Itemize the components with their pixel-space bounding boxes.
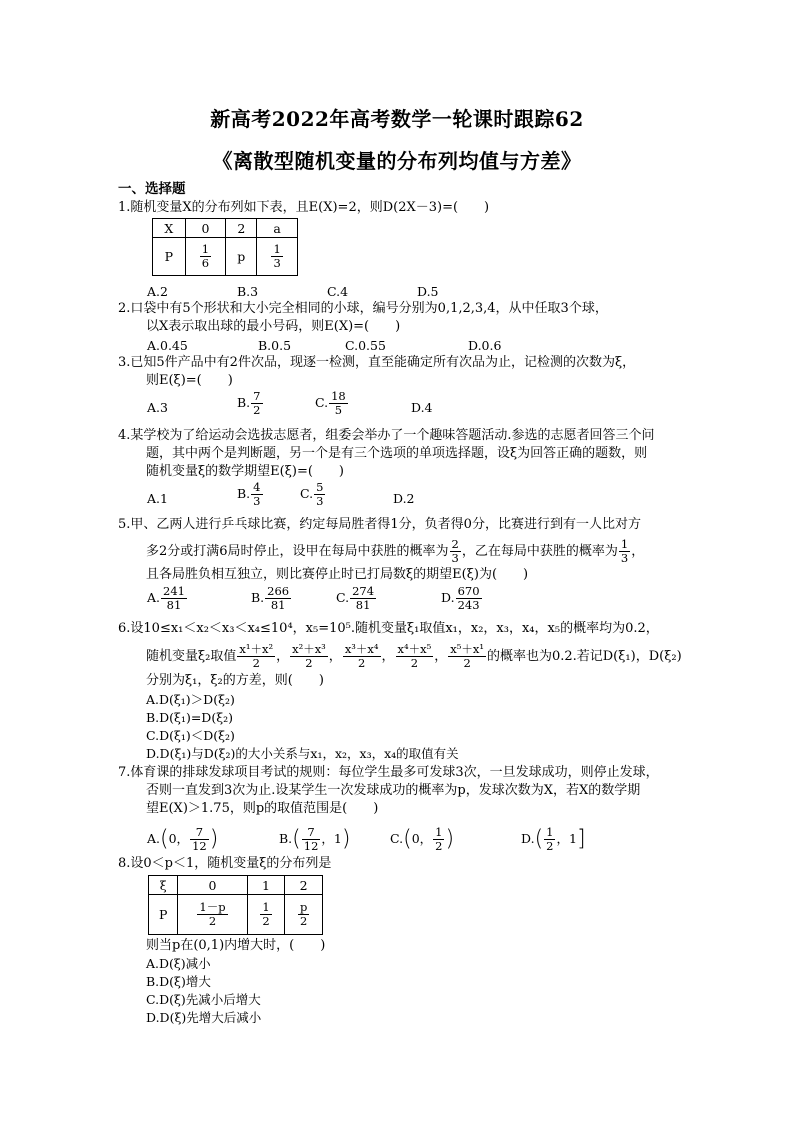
- q6-option-c: C.D(ξ₁)＜D(ξ₂): [146, 728, 235, 743]
- q1-option-c: C.4: [327, 284, 349, 299]
- fraction: $\frac{1}{2}$: [262, 900, 270, 928]
- table-cell: P: [149, 895, 178, 935]
- fraction: $\frac{\text{x³＋x⁴}}{2}$: [344, 642, 379, 670]
- q5-stem-line1: 5.甲、乙两人进行乒乓球比赛，约定每局胜者得1分，负者得0分，比赛进行到有一人比对方: [118, 517, 641, 532]
- q7-option-c: C.(0， $\frac{1}{2}$ ): [390, 825, 455, 853]
- q6-stem-line1: 6.设10≤x₁＜x₂＜x₃＜x₄≤10⁴，x₅=10⁵.随机变量ξ₁取值x₁，x₂，x₃，x₄，x₅的概率均为0.2，: [118, 621, 659, 636]
- q2-stem-line2: 以X表示取出球的最小号码，则E(X)=( ): [146, 319, 401, 334]
- q2-option-d: D.0.6: [468, 338, 502, 353]
- table-cell: [285, 895, 323, 935]
- section-heading: 一、选择题: [118, 181, 186, 197]
- q4-stem-line2: 题，其中两个是判断题，另一个是有三个选项的单项选择题，设ξ为回答正确的题数，则: [146, 446, 648, 461]
- page-subtitle: 《离散型随机变量的分布列均值与方差》: [212, 149, 582, 173]
- table-cell: P: [153, 238, 186, 276]
- table-cell: 1: [247, 876, 285, 895]
- q2-option-c: C.0.55: [345, 338, 386, 353]
- fraction: $\frac{1}{6}$: [201, 242, 210, 270]
- q3-option-d: D.4: [411, 400, 433, 415]
- q1-stem: 1.随机变量X的分布列如下表，且E(X)=2，则D(2X－3)=( ): [118, 200, 490, 215]
- fraction: $\frac{1}{3}$: [620, 537, 629, 565]
- fraction: $\frac{1}{2}$: [546, 825, 554, 853]
- q3-stem-line2: 则E(ξ)=( ): [146, 373, 233, 388]
- q7-stem-line1: 7.体育课的排球发球项目考试的规则：每位学生最多可发球3次，一旦发球成功，则停止发球，: [118, 765, 659, 780]
- table-cell: p: [226, 238, 257, 276]
- fraction: $\frac{241}{81}$: [163, 584, 185, 612]
- q6-stem-line2: 随机变量ξ₂取值 $\frac{\text{x¹＋x²}}{2}$ ， $\frac{\text{x²＋x³}}{2}$ ， $\frac{\text{x³＋x⁴}}{2}$ ， $\frac{\text{x⁴＋x⁵}}{2}$ ， $\frac{\text{x⁵＋x¹}}{2}$ 的概率也为0.2.若记D(ξ₁)，D(ξ₂): [146, 642, 682, 670]
- q7-stem-line3: 望E(X)＞1.75，则p的取值范围是( ): [146, 801, 379, 816]
- fraction: $\frac{7}{12}$: [303, 825, 319, 853]
- q5-stem-line3: 且各局胜负相互独立，则比赛停止时已打局数ξ的期望E(ξ)为( ): [146, 567, 529, 582]
- q7-option-b: B.( $\frac{7}{12}$ ，1): [279, 825, 351, 853]
- q4-option-a: A.1: [147, 491, 168, 506]
- q5-stem-line2: 多2分或打满6局时停止，设甲在每局中获胜的概率为 $\frac{2}{3}$ ，乙在每局中获胜的概率为 $\frac{1}{3}$ ，: [146, 537, 645, 565]
- fraction: $\frac{\text{x⁵＋x¹}}{2}$: [450, 642, 484, 670]
- fraction: $\frac{4}{3}$: [253, 480, 261, 508]
- table-cell: X: [153, 219, 186, 238]
- q8-stem: 8.设0＜p＜1，随机变量ξ的分布列是: [118, 856, 332, 871]
- fraction: $\frac{274}{81}$: [352, 584, 375, 612]
- q4-stem-line1: 4.某学校为了给运动会选拔志愿者，组委会举办了一个趣味答题活动.参选的志愿者回答三个问: [118, 428, 655, 443]
- q8-option-b: B.D(ξ)增大: [146, 974, 211, 989]
- q1-distribution-table: [152, 218, 298, 276]
- q4-stem-line3: 随机变量ξ的数学期望E(ξ)=( ): [146, 464, 344, 479]
- q8-option-a: A.D(ξ)减小: [146, 956, 211, 971]
- fraction: $\frac{7}{2}$: [253, 389, 261, 417]
- q6-stem-line3: 分别为ξ₁，ξ₂的方差，则( ): [146, 673, 324, 688]
- q1-option-d: D.5: [417, 284, 439, 299]
- q5-option-d: D. $\frac{670}{243}$: [441, 584, 480, 612]
- fraction: $\frac{266}{81}$: [267, 584, 290, 612]
- q3-option-c: C. $\frac{18}{5}$: [315, 389, 346, 417]
- q2-stem-line1: 2.口袋中有5个形状和大小完全相同的小球，编号分别为0,1,2,3,4，从中任取3个球，: [118, 301, 608, 316]
- q7-stem-line2: 否则一直发到3次为止.设某学生一次发球成功的概率为p，发球次数为X，若X的数学期: [146, 783, 641, 798]
- q8-distribution-table: [148, 875, 323, 935]
- table-cell: 0: [185, 219, 226, 238]
- q5-option-c: C. $\frac{274}{81}$: [336, 584, 375, 612]
- fraction: $\frac{18}{5}$: [331, 389, 346, 417]
- fraction: $\frac{2}{3}$: [451, 537, 459, 565]
- q3-stem-line1: 3.已知5件产品中有2件次品，现逐一检测，直至能确定所有次品为止，记检测的次数为ξ，: [118, 355, 636, 370]
- fraction: $\frac{\text{x¹＋x²}}{2}$: [239, 642, 274, 670]
- table-cell: [247, 895, 285, 935]
- table-cell: [185, 238, 226, 276]
- fraction: $\frac{\text{x⁴＋x⁵}}{2}$: [397, 642, 432, 670]
- table-cell: ξ: [149, 876, 178, 895]
- q8-option-c: C.D(ξ)先减小后增大: [146, 992, 261, 1007]
- q6-option-b: B.D(ξ₁)=D(ξ₂): [146, 710, 233, 725]
- q7-option-d: D.( $\frac{1}{2}$ ，1]: [521, 825, 586, 853]
- q3-option-b: B. $\frac{7}{2}$: [237, 389, 261, 417]
- table-cell: a: [257, 219, 298, 238]
- fraction: $\frac{5}{3}$: [316, 480, 324, 508]
- table-cell: 0: [178, 876, 247, 895]
- fraction: $\frac{670}{243}$: [457, 584, 480, 612]
- fraction: $\frac{1}{2}$: [435, 825, 443, 853]
- q5-option-a: A. $\frac{241}{81}$: [147, 584, 185, 612]
- table-cell: 2: [226, 219, 257, 238]
- q6-option-d: D.D(ξ₁)与D(ξ₂)的大小关系与x₁，x₂，x₃，x₄的取值有关: [146, 746, 459, 761]
- fraction: $\frac{1}{3}$: [273, 242, 281, 270]
- q1-option-b: B.3: [237, 284, 259, 299]
- q8-stem-line2: 则当p在(0,1)内增大时，( ): [146, 938, 326, 953]
- table-cell: [178, 895, 247, 935]
- q4-option-c: C. $\frac{5}{3}$: [300, 480, 324, 508]
- q5-option-b: B. $\frac{266}{81}$: [251, 584, 290, 612]
- q2-option-b: B.0.5: [258, 338, 292, 353]
- table-cell: 2: [285, 876, 323, 895]
- fraction: $\frac{1-p}{2}$: [199, 900, 226, 928]
- q2-option-a: A.0.45: [147, 338, 188, 353]
- q6-option-a: A.D(ξ₁)＞D(ξ₂): [146, 692, 235, 707]
- q7-option-a: A.(0， $\frac{7}{12}$ ): [147, 825, 219, 853]
- page-title: 新高考2022年高考数学一轮课时跟踪62: [210, 107, 584, 131]
- q3-option-a: A.3: [147, 400, 168, 415]
- q4-option-b: B. $\frac{4}{3}$: [237, 480, 261, 508]
- q8-option-d: D.D(ξ)先增大后减小: [146, 1010, 262, 1025]
- q4-option-d: D.2: [393, 491, 415, 506]
- fraction: $\frac{\text{x²＋x³}}{2}$: [292, 642, 326, 670]
- fraction: $\frac{p}{2}$: [299, 900, 308, 928]
- q1-option-a: A.2: [147, 284, 168, 299]
- fraction: $\frac{7}{12}$: [192, 825, 207, 853]
- table-cell: [257, 238, 298, 276]
